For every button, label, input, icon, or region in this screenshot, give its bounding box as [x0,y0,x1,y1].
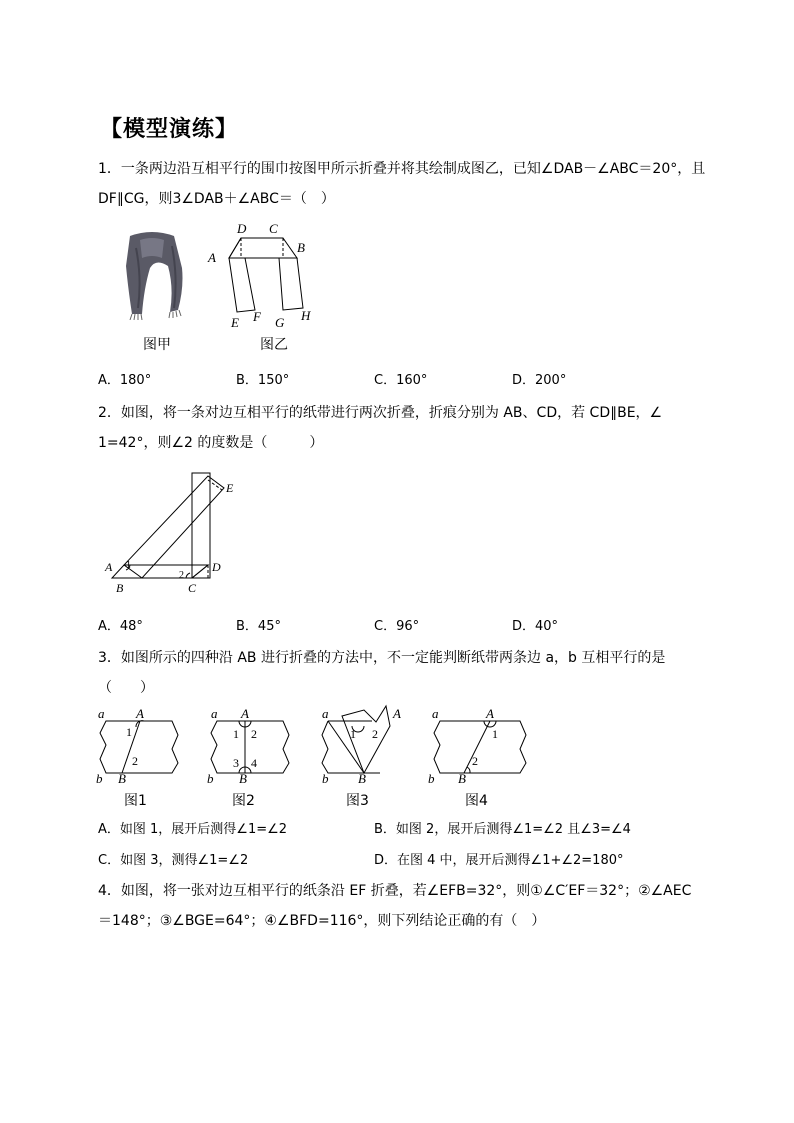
q3-fig3-caption: 图3 [346,793,369,809]
label-C: C [269,221,278,236]
label-b: b [322,771,329,786]
section-title: 【模型演练】 [100,117,239,142]
q3-fig2-caption: 图2 [232,793,255,809]
q2-option-d[interactable]: D．40° [512,619,559,634]
label-b: b [207,771,214,786]
label-A: A [486,706,494,721]
q3-stem-line1: 3．如图所示的四种沿 AB 进行折叠的方法中，不一定能判断纸带两条边 a，b 互相平行的是 [98,650,666,666]
q2-stem-line2: 1=42°，则∠2 的度数是（ ） [98,435,324,451]
q1-stem-line1: 1．一条两边沿互相平行的围巾按图甲所示折叠并将其绘制成图乙，已知∠DAB－∠ABC＝20°，且 [98,161,706,177]
label-F: F [253,309,261,324]
label-A: A [208,250,216,265]
q3-figure-1 [92,703,187,793]
angle-1-label: 1 [126,560,131,571]
angle-2-label: 2 [132,754,138,768]
fig-yi-caption: 图乙 [260,337,288,353]
q3-figure-4 [424,703,534,793]
label-A: A [393,706,401,721]
label-B: B [297,240,305,255]
q1-option-b[interactable]: B．150° [236,373,290,388]
label-a: a [98,706,105,721]
q3-option-c[interactable]: C．如图 3，测得∠1=∠2 [98,853,249,868]
label-b: b [96,771,103,786]
label-B: B [458,771,466,786]
q3-option-d[interactable]: D．在图 4 中，展开后测得∠1+∠2=180° [374,853,624,868]
q1-option-c[interactable]: C．160° [374,373,428,388]
q4-stem-line2: ＝148°；③∠BGE=64°；④∠BFD=116°，则下列结论正确的有（ ） [98,913,546,929]
q2-figure [100,470,250,600]
label-D: D [237,221,247,236]
q4-stem-line1: 4．如图，将一张对边互相平行的纸条沿 EF 折叠，若∠EFB=32°，则①∠C′EF＝32°；②∠AEC [98,883,692,899]
label-C: C [188,581,197,595]
angle-1-label: 1 [350,727,356,741]
label-B: B [116,581,124,595]
label-B: B [118,771,126,786]
q2-option-b[interactable]: B．45° [236,619,281,634]
label-E: E [226,481,234,495]
label-B: B [239,771,247,786]
angle-1-label: 1 [492,727,498,741]
q1-stem-line2: DF∥CG，则3∠DAB＋∠ABC＝（ ） [98,191,335,207]
label-B: B [358,771,366,786]
angle-2-label: 2 [372,727,378,741]
q3-option-b[interactable]: B．如图 2，展开后测得∠1=∠2 且∠3=∠4 [374,822,631,837]
fig-jia-caption: 图甲 [143,337,171,353]
q2-option-a[interactable]: A．48° [98,619,143,634]
angle-3-label: 3 [233,756,239,770]
angle-4-label: 4 [251,756,257,770]
q1-option-a[interactable]: A．180° [98,373,152,388]
label-A: A [241,706,249,721]
angle-1-label: 1 [126,725,132,739]
label-D: D [212,560,221,574]
label-a: a [322,706,329,721]
q3-stem-line2: （ ） [98,680,154,696]
q3-figure-2 [203,703,298,793]
label-H: H [301,308,311,323]
q1-option-d[interactable]: D．200° [512,373,567,388]
q1-figure [205,220,320,332]
q2-option-c[interactable]: C．96° [374,619,420,634]
label-G: G [275,315,285,330]
q3-fig1-caption: 图1 [124,793,147,809]
angle-2-label: 2 [179,570,184,581]
label-a: a [432,706,439,721]
label-A: A [136,706,144,721]
label-a: a [211,706,218,721]
q2-stem-line1: 2．如图，将一条对边互相平行的纸带进行两次折叠，折痕分别为 AB、CD，若 CD∥BE，∠ [98,405,663,421]
label-A: A [105,560,113,574]
label-E: E [231,315,239,330]
q3-option-a[interactable]: A．如图 1，展开后测得∠1=∠2 [98,822,288,837]
q3-fig4-caption: 图4 [465,793,488,809]
angle-2-label: 2 [251,727,257,741]
scarf-photo [112,228,194,320]
angle-1-label: 1 [233,727,239,741]
label-b: b [428,771,435,786]
angle-2-label: 2 [472,754,478,768]
q3-figure-3 [316,698,411,793]
